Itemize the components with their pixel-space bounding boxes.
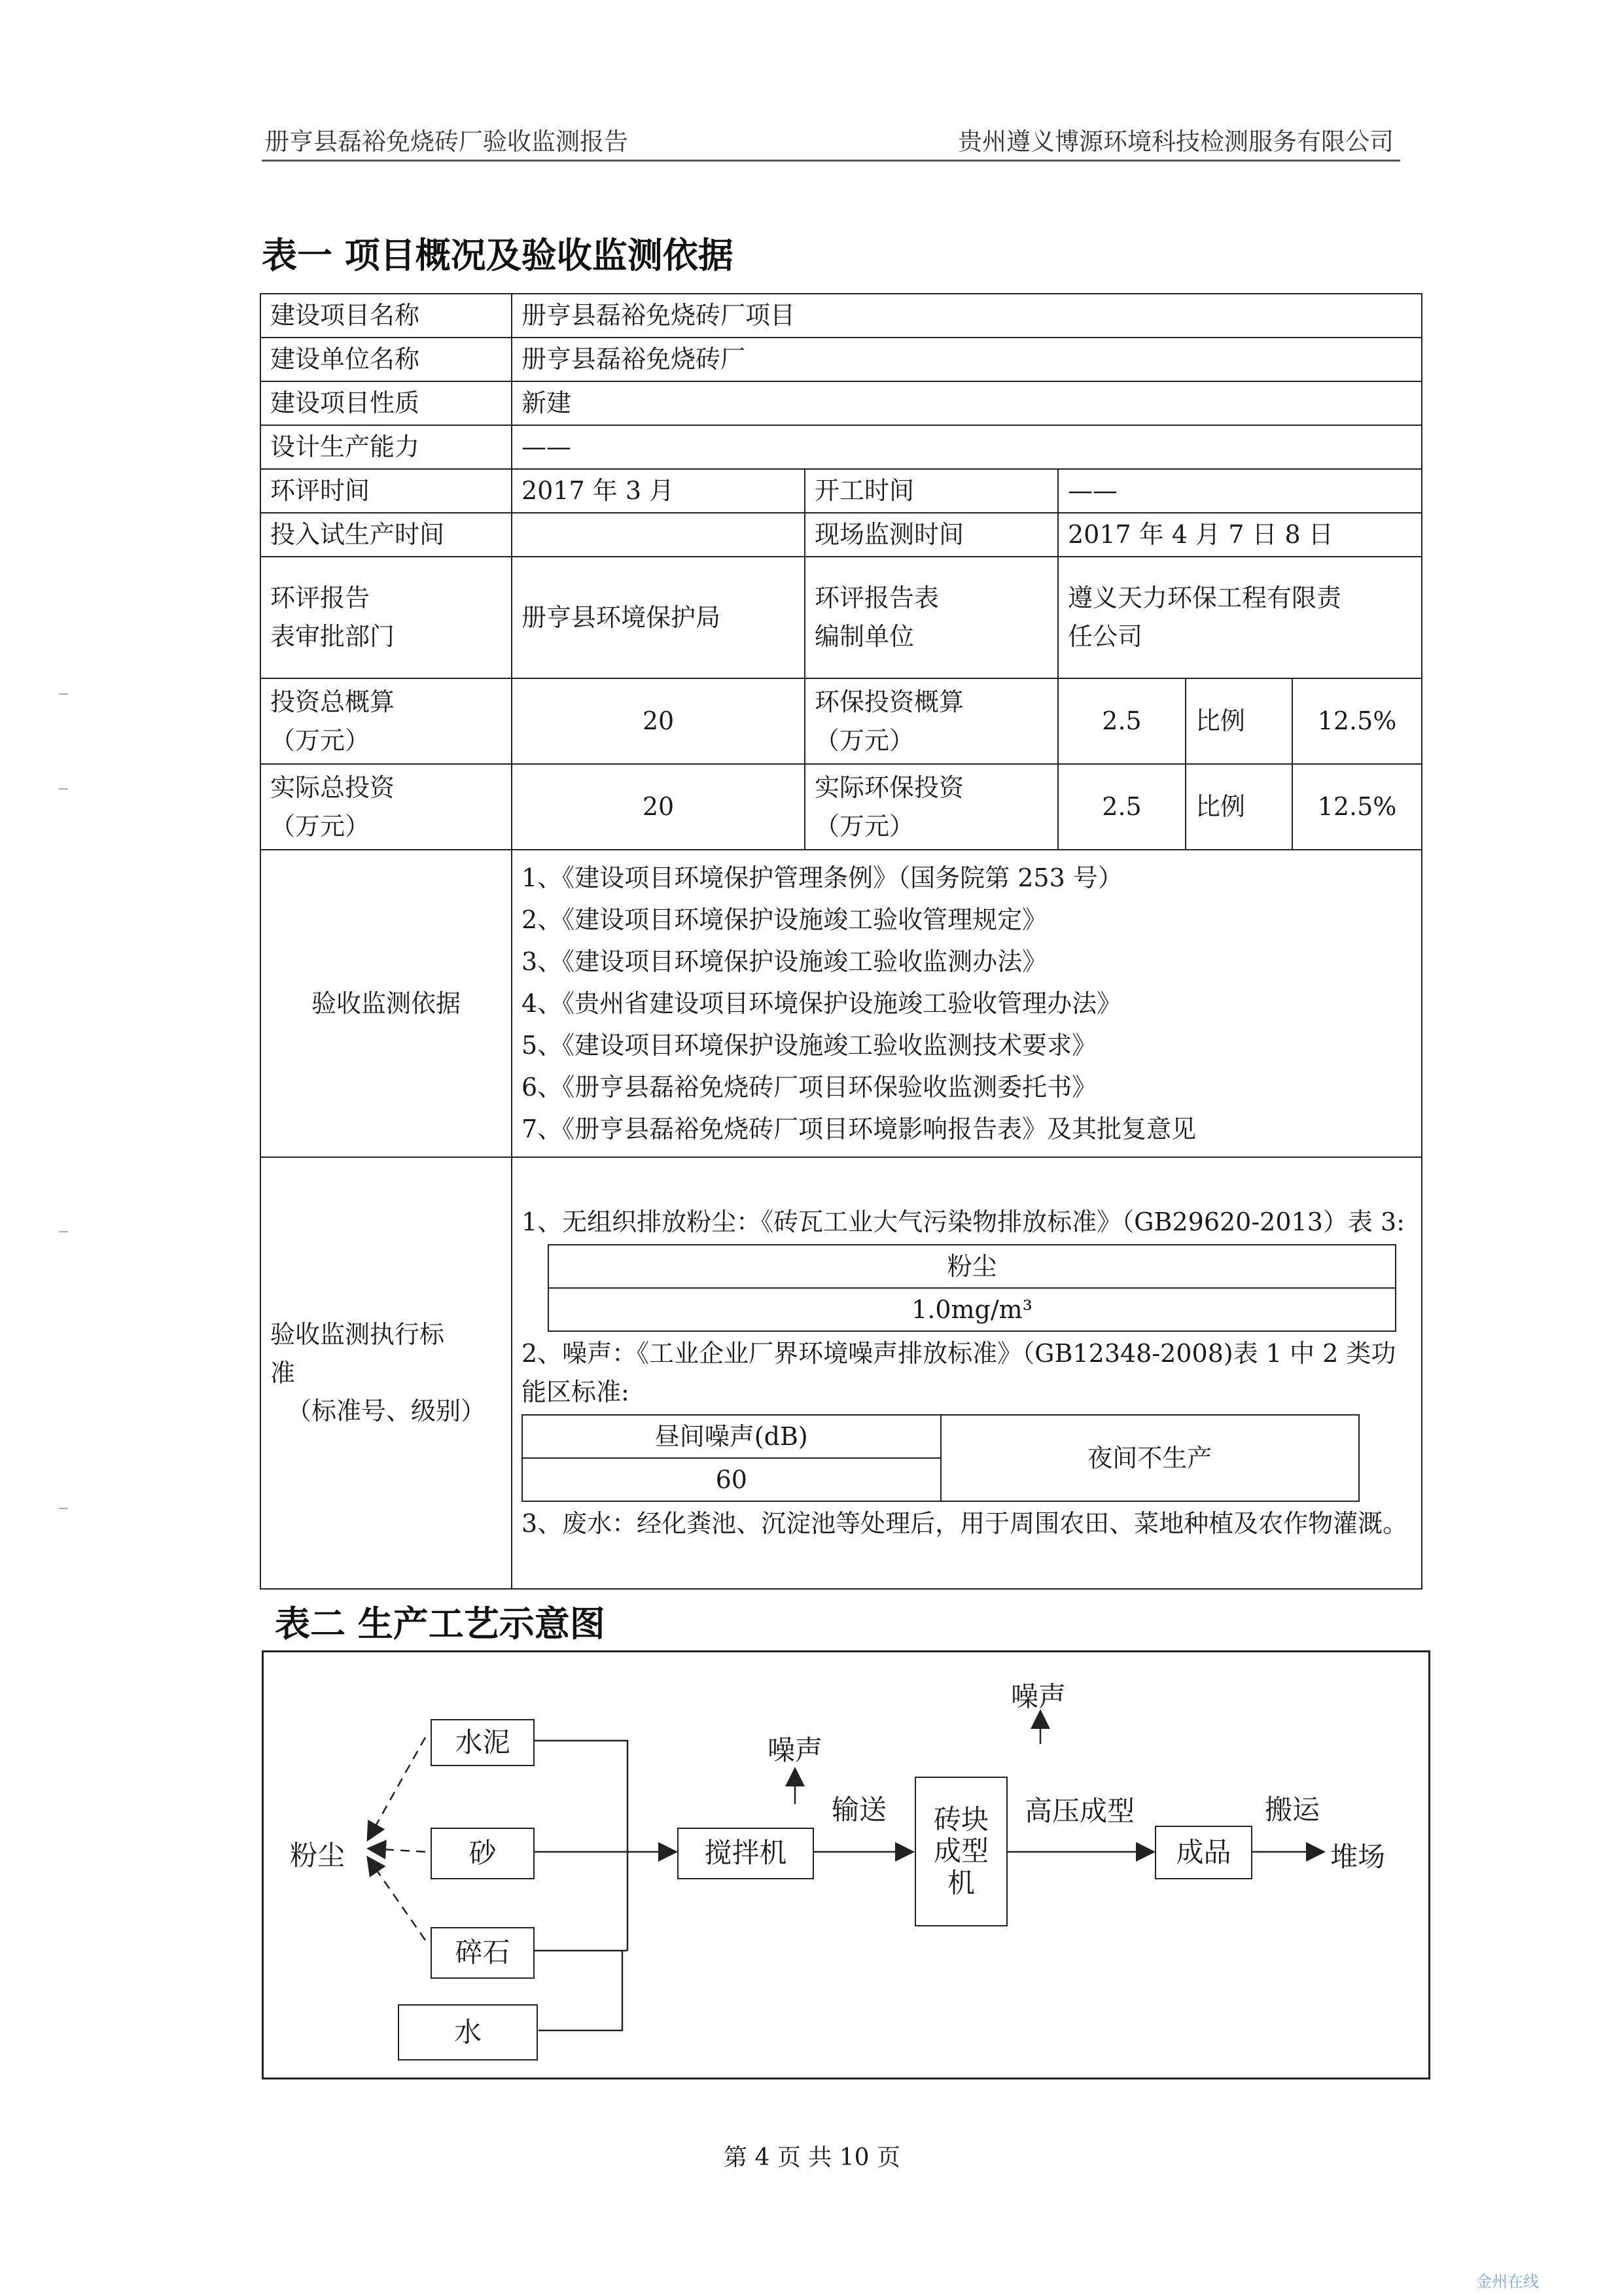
dust-head: 粉尘 <box>548 1245 1396 1288</box>
approval-dept-label-line1: 环评报告 <box>270 583 370 613</box>
env-budget-value: 2.5 <box>1058 678 1186 764</box>
noise-label-press: 噪声 <box>1011 1680 1067 1713</box>
table-row <box>260 850 1422 1157</box>
margin-tick <box>59 1231 68 1232</box>
margin-tick <box>59 1508 68 1509</box>
brick-machine-line3: 机 <box>947 1866 975 1899</box>
env-budget-label <box>805 678 1058 764</box>
env-budget-label-line2: （万元） <box>815 725 915 755</box>
eia-time-label: 环评时间 <box>260 469 512 513</box>
standards-content <box>512 1157 1422 1589</box>
brick-machine-box <box>915 1777 1008 1926</box>
sand-box: 砂 <box>431 1828 535 1879</box>
table-row <box>260 294 1422 338</box>
product-box: 成品 <box>1155 1826 1252 1879</box>
actual-label <box>260 764 512 850</box>
actual-env-label-line2: （万元） <box>815 811 915 841</box>
actual-label-line2: （万元） <box>270 811 370 841</box>
dust-table-wrap <box>521 1244 1412 1332</box>
process-flow-diagram <box>262 1650 1430 2079</box>
convey-label: 输送 <box>832 1794 887 1826</box>
yard-label: 堆场 <box>1330 1841 1386 1873</box>
basis-label: 验收监测依据 <box>260 850 512 1157</box>
standards-label-line3: （标准号、级别） <box>286 1397 485 1426</box>
project-overview-table <box>260 293 1422 1590</box>
monitor-time-value: 2017 年 4 月 7 日 8 日 <box>1058 513 1422 557</box>
basis-item: 4、《贵州省建设项目环境保护设施竣工验收管理办法》 <box>521 989 1122 1018</box>
table1-title: 表一 项目概况及验收监测依据 <box>262 235 733 276</box>
margin-tick <box>59 788 68 790</box>
header-rule <box>262 160 1400 162</box>
cement-box: 水泥 <box>431 1719 535 1766</box>
std-noise: 2、噪声：《工业企业厂界环境噪声排放标准》（GB12348-2008)表 1 中 2 类功能区标准: <box>521 1339 1396 1406</box>
feed-line-water <box>538 1951 622 2030</box>
basis-item: 5、《建设项目环境保护设施竣工验收监测技术要求》 <box>521 1031 1097 1060</box>
dust-label: 粉尘 <box>290 1839 345 1871</box>
table-row <box>260 425 1422 469</box>
dust-arrow-sand <box>370 1849 425 1852</box>
noise-table-wrap <box>521 1414 1412 1502</box>
standards-label-line1: 验收监测执行标 <box>270 1319 445 1349</box>
std-dust: 1、无组织排放粉尘：《砖瓦工业大气污染物排放标准》（GB29620-2013）表 3: <box>521 1208 1405 1237</box>
dust-arrow-gravel <box>368 1858 425 1940</box>
env-budget-label-line1: 环保投资概算 <box>815 687 964 716</box>
noise-night: 夜间不生产 <box>941 1415 1360 1501</box>
table-row <box>260 381 1422 425</box>
prepare-unit-label-line1: 环评报告表 <box>815 583 940 613</box>
ratio-budget-value: 12.5% <box>1292 678 1422 764</box>
prepare-unit-line1: 遵义天力环保工程有限责 <box>1068 583 1342 613</box>
prepare-unit-label-line2: 编制单位 <box>815 622 915 651</box>
basis-list <box>512 850 1422 1157</box>
ratio-actual-value: 12.5% <box>1292 764 1422 850</box>
noise-day-value: 60 <box>522 1458 941 1501</box>
std-wastewater: 3、废水：经化粪池、沉淀池等处理后，用于周围农田、菜地种植及农作物灌溉。 <box>521 1508 1408 1538</box>
table-row <box>260 513 1422 557</box>
trial-label: 投入试生产时间 <box>260 513 512 557</box>
noise-table <box>521 1414 1360 1502</box>
trial-value <box>512 513 805 557</box>
approval-dept-label <box>260 557 512 678</box>
prepare-unit-value <box>1058 557 1422 678</box>
table-row <box>260 678 1422 764</box>
project-name-value: 册亨县磊裕免烧砖厂项目 <box>512 294 1422 338</box>
table-row <box>260 338 1422 381</box>
capacity-value: —— <box>512 425 1422 469</box>
basis-item: 7、《册亨县磊裕免烧砖厂项目环境影响报告表》及其批复意见 <box>521 1115 1197 1143</box>
budget-label-line2: （万元） <box>270 725 370 755</box>
actual-env-label-line1: 实际环保投资 <box>815 773 964 802</box>
ratio-label: 比例 <box>1186 678 1292 764</box>
running-header-left: 册亨县磊裕免烧砖厂验收监测报告 <box>265 128 628 156</box>
gravel-box: 碎石 <box>431 1927 535 1979</box>
nature-value: 新建 <box>512 381 1422 425</box>
carry-label: 搬运 <box>1265 1794 1320 1826</box>
prepare-unit-line2: 任公司 <box>1068 622 1143 651</box>
approval-dept-label-line2: 表审批部门 <box>270 622 395 651</box>
noise-label-mixer: 噪声 <box>768 1734 823 1766</box>
running-header-right: 贵州遵义博源环境科技检测服务有限公司 <box>958 128 1394 156</box>
brick-machine-line2: 成型 <box>933 1835 989 1868</box>
standards-label <box>260 1157 512 1589</box>
actual-env-label <box>805 764 1058 850</box>
mixer-box: 搅拌机 <box>677 1828 814 1879</box>
actual-env-value: 2.5 <box>1058 764 1186 850</box>
dust-value: 1.0mg/m³ <box>548 1288 1396 1331</box>
table-row <box>260 764 1422 850</box>
basis-item: 6、《册亨县磊裕免烧砖厂项目环保验收监测委托书》 <box>521 1073 1097 1102</box>
table-row <box>260 557 1422 678</box>
nature-label: 建设项目性质 <box>260 381 512 425</box>
unit-name-label: 建设单位名称 <box>260 338 512 381</box>
monitor-time-label: 现场监测时间 <box>805 513 1058 557</box>
basis-item: 3、《建设项目环境保护设施竣工验收监测办法》 <box>521 947 1048 976</box>
table-row <box>260 1157 1422 1589</box>
standards-label-line2: 准 <box>270 1358 296 1387</box>
watermark: 金州在线 <box>1476 2272 1539 2291</box>
margin-tick <box>59 693 68 695</box>
page-footer: 第 4 页 共 10 页 <box>724 2144 900 2171</box>
brick-machine-line1: 砖块 <box>933 1803 989 1836</box>
approval-dept-value: 册亨县环境保护局 <box>512 557 805 678</box>
press-label: 高压成型 <box>1025 1795 1135 1827</box>
start-time-value: —— <box>1058 469 1422 513</box>
actual-label-line1: 实际总投资 <box>270 773 395 802</box>
table-row <box>260 469 1422 513</box>
basis-item: 1、《建设项目环境保护管理条例》（国务院第 253 号） <box>521 863 1123 892</box>
water-box: 水 <box>398 2004 538 2061</box>
budget-label <box>260 678 512 764</box>
budget-value: 20 <box>512 678 805 764</box>
start-time-label: 开工时间 <box>805 469 1058 513</box>
feed-line-cement <box>533 1741 627 1951</box>
basis-item: 2、《建设项目环境保护设施竣工验收管理规定》 <box>521 905 1048 934</box>
budget-label-line1: 投资总概算 <box>270 687 395 716</box>
prepare-unit-label <box>805 557 1058 678</box>
ratio-label-2: 比例 <box>1186 764 1292 850</box>
project-name-label: 建设项目名称 <box>260 294 512 338</box>
unit-name-value: 册亨县磊裕免烧砖厂 <box>512 338 1422 381</box>
dust-arrow-cement <box>368 1737 425 1839</box>
noise-day-head: 昼间噪声(dB) <box>522 1415 941 1458</box>
dust-table <box>548 1244 1396 1332</box>
capacity-label: 设计生产能力 <box>260 425 512 469</box>
actual-value: 20 <box>512 764 805 850</box>
table2-title: 表二 生产工艺示意图 <box>275 1603 605 1644</box>
eia-time-value: 2017 年 3 月 <box>512 469 805 513</box>
